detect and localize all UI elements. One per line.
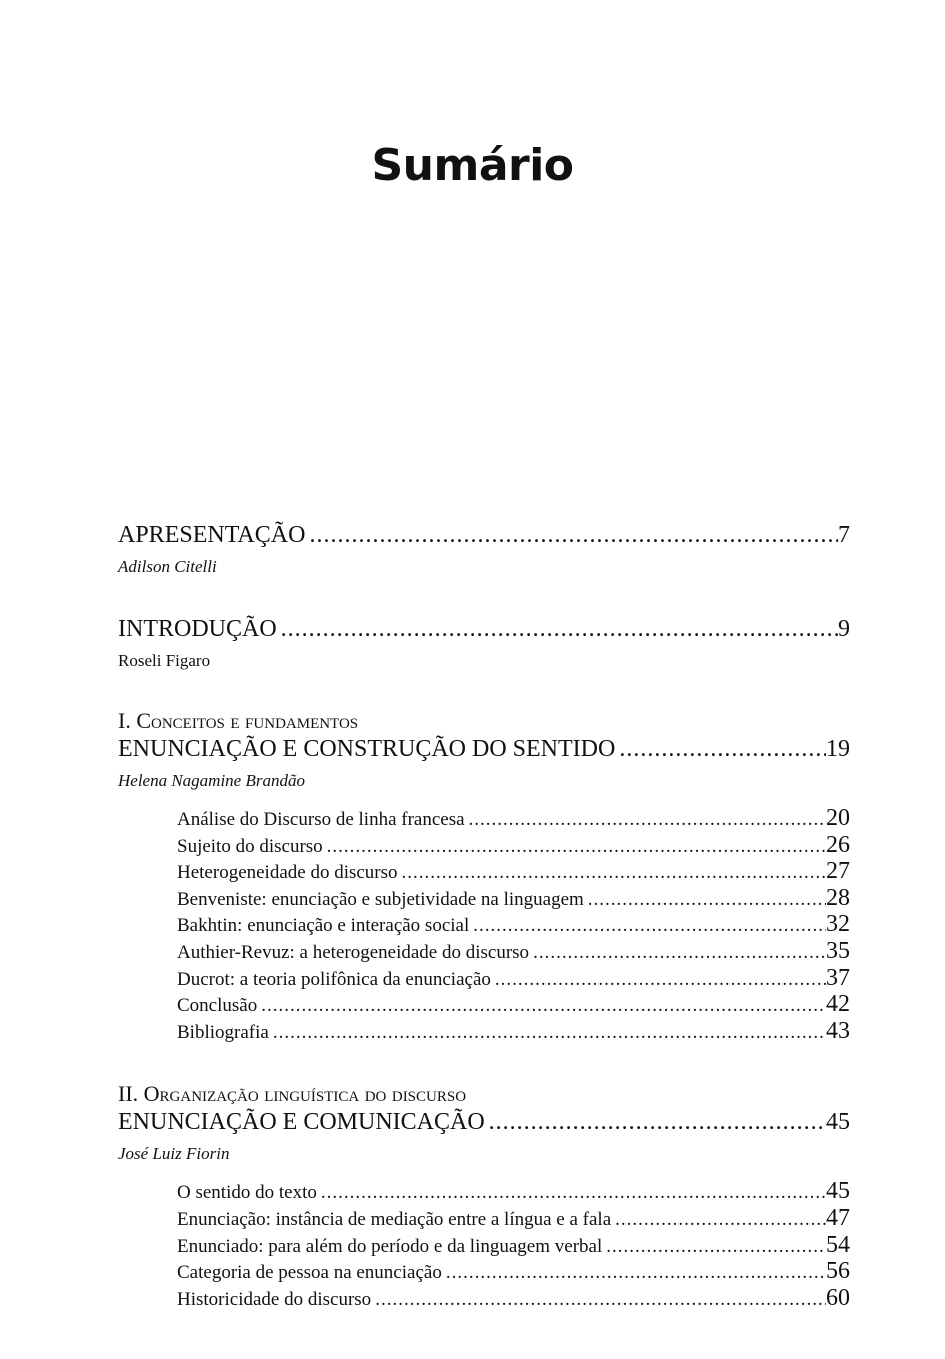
toc-section-page: 35 — [826, 938, 850, 964]
toc-chapter-title: ENUNCIAÇÃO E COMUNICAÇÃO — [118, 1109, 485, 1136]
toc-section-entry[interactable] — [118, 1259, 850, 1286]
table-of-contents — [118, 520, 850, 1312]
toc-section-label: Historicidade do discurso — [177, 1288, 372, 1310]
toc-entry-label: INTRODUÇÃO — [118, 616, 277, 642]
dot-leader — [321, 1181, 826, 1206]
toc-section-page: 56 — [826, 1259, 850, 1285]
dot-leader — [619, 734, 826, 764]
dot-leader — [489, 1107, 826, 1137]
toc-section-page: 27 — [826, 859, 850, 885]
toc-section-entry[interactable] — [118, 1206, 850, 1233]
toc-section-list — [118, 1179, 850, 1312]
toc-section-entry[interactable] — [118, 966, 850, 993]
dot-leader — [281, 614, 838, 644]
toc-section-page: 26 — [826, 832, 850, 858]
toc-part-1 — [118, 708, 850, 1045]
toc-section-entry[interactable] — [118, 912, 850, 939]
toc-part-label: II. Organização linguística do discurso — [118, 1081, 467, 1107]
toc-part-2 — [118, 1081, 850, 1312]
toc-section-entry[interactable] — [118, 833, 850, 860]
toc-section-page: 28 — [826, 885, 850, 911]
toc-section-page: 32 — [826, 912, 850, 938]
toc-section-entry[interactable] — [118, 806, 850, 833]
dot-leader — [473, 914, 826, 939]
toc-section-entry[interactable] — [118, 886, 850, 913]
dot-leader — [402, 861, 826, 886]
toc-author: Helena Nagamine Brandão — [118, 771, 305, 790]
toc-section-list — [118, 806, 850, 1045]
dot-leader — [261, 994, 826, 1019]
toc-entry-label: APRESENTAÇÃO — [118, 522, 306, 548]
toc-section-entry[interactable] — [118, 1019, 850, 1046]
toc-author: Adilson Citelli — [118, 557, 217, 576]
toc-section-entry[interactable] — [118, 992, 850, 1019]
toc-section-page: 47 — [826, 1205, 850, 1231]
dot-leader — [615, 1208, 826, 1233]
dot-leader — [309, 520, 838, 550]
toc-block-introducao — [118, 614, 850, 672]
dot-leader — [446, 1261, 826, 1286]
toc-chapter-entry[interactable] — [118, 734, 850, 764]
toc-section-page: 60 — [826, 1285, 850, 1311]
dot-leader — [469, 808, 826, 833]
toc-entry-page: 9 — [838, 616, 850, 642]
toc-entry-apresentacao[interactable] — [118, 520, 850, 550]
dot-leader — [273, 1021, 826, 1046]
toc-block-apresentacao — [118, 520, 850, 578]
dot-leader — [327, 835, 826, 860]
dot-leader — [606, 1235, 826, 1260]
toc-section-label: Authier-Revuz: a heterogeneidade do discurso — [177, 941, 530, 963]
dot-leader — [588, 888, 826, 913]
toc-section-label: Bibliografia — [177, 1021, 269, 1043]
toc-section-label: Categoria de pessoa na enunciação — [177, 1262, 442, 1284]
toc-section-label: Conclusão — [177, 995, 258, 1017]
toc-entry-page: 7 — [838, 522, 850, 548]
toc-section-page: 37 — [826, 965, 850, 991]
page-title: Sumário — [371, 140, 574, 191]
toc-section-page: 54 — [826, 1232, 850, 1258]
toc-section-label: Sujeito do discurso — [177, 835, 323, 857]
toc-section-entry[interactable] — [118, 939, 850, 966]
toc-section-label: Bakhtin: enunciação e interação social — [177, 915, 470, 937]
toc-section-label: Benveniste: enunciação e subjetividade na linguagem — [177, 888, 584, 910]
toc-section-page: 43 — [826, 1018, 850, 1044]
toc-section-page: 45 — [826, 1179, 850, 1205]
toc-author: José Luiz Fiorin — [118, 1144, 230, 1164]
toc-section-label: Enunciado: para além do período e da linguagem verbal — [177, 1235, 603, 1257]
toc-section-label: Ducrot: a teoria polifônica da enunciação — [177, 968, 491, 990]
toc-section-label: Enunciação: instância de mediação entre a língua e a fala — [177, 1208, 612, 1230]
toc-entry-page: 45 — [826, 1109, 850, 1136]
toc-chapter-entry[interactable] — [118, 1107, 850, 1137]
toc-section-label: Heterogeneidade do discurso — [177, 862, 398, 884]
dot-leader — [533, 941, 826, 966]
toc-section-label: Análise do Discurso de linha francesa — [177, 809, 465, 830]
toc-part-label: I. Conceitos e fundamentos — [118, 708, 359, 733]
toc-entry-page: 19 — [826, 736, 850, 762]
toc-chapter-title: ENUNCIAÇÃO E CONSTRUÇÃO DO SENTIDO — [118, 736, 616, 762]
toc-section-entry[interactable] — [118, 1233, 850, 1260]
toc-section-page: 42 — [826, 992, 850, 1018]
toc-author: Roseli Figaro — [118, 651, 211, 670]
toc-section-entry[interactable] — [118, 859, 850, 886]
toc-section-entry[interactable] — [118, 1286, 850, 1313]
toc-section-label: O sentido do texto — [177, 1182, 317, 1204]
toc-section-entry[interactable] — [118, 1179, 850, 1206]
toc-entry-introducao[interactable] — [118, 614, 850, 644]
toc-section-page: 20 — [826, 806, 850, 831]
dot-leader — [495, 968, 826, 993]
dot-leader — [375, 1288, 826, 1313]
